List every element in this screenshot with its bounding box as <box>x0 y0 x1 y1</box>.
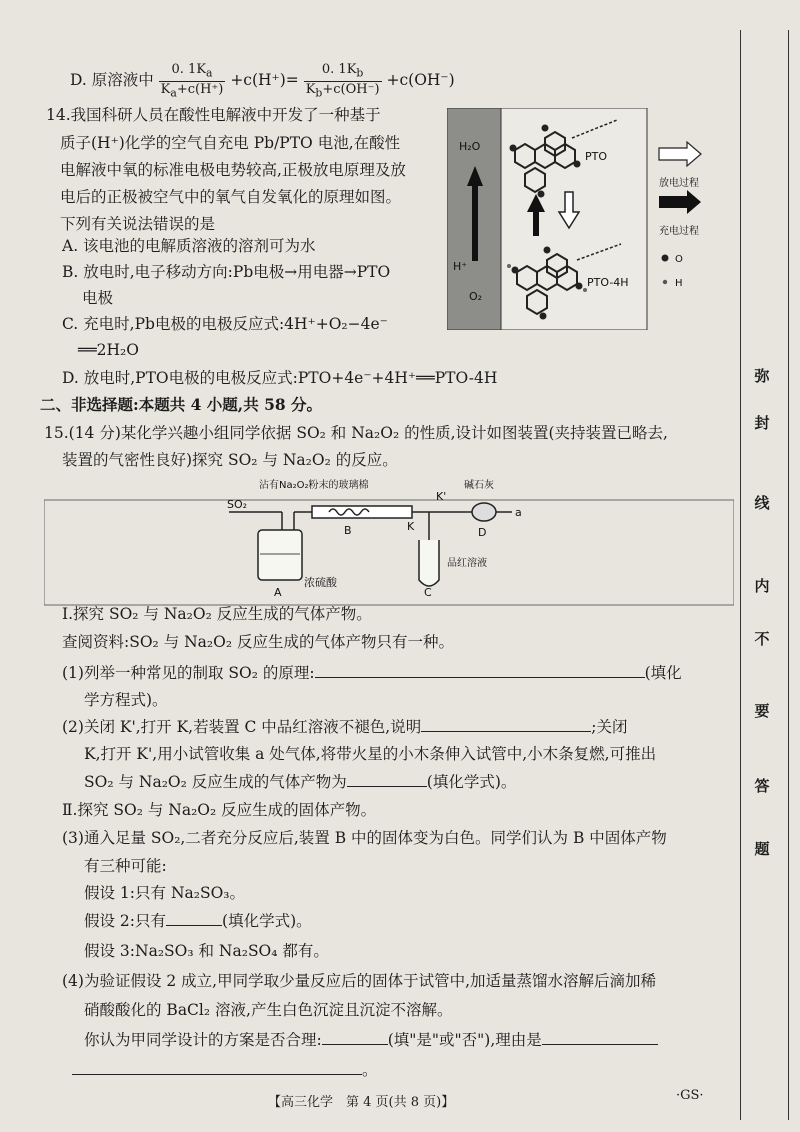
q14-option-c-cont: ══2H₂O <box>78 341 139 359</box>
section-2-heading: 二、非选择题:本题共 4 小题,共 58 分。 <box>40 395 323 414</box>
legend-h-dot-icon <box>663 280 667 284</box>
tube-b <box>312 506 412 518</box>
legend-discharge: 放电过程 <box>659 178 699 189</box>
legend-charge: 充电过程 <box>659 226 699 237</box>
answer-blank-3[interactable] <box>347 772 427 787</box>
label-d: D <box>478 526 487 539</box>
label-o2: O₂ <box>469 290 483 303</box>
q14-option-b: B. 放电时,电子移动方向:Pb电极→用电器→PTO <box>62 263 391 281</box>
q15-s2-cont: K,打开 K',用小试管收集 a 处气体,将带火星的小木条伸入试管中,小木条复燃,可推出 <box>84 745 657 763</box>
sidebar-char-1: 弥 <box>754 367 770 385</box>
label-pinrong: 品红溶液 <box>447 558 487 569</box>
test-tube-c <box>419 540 439 586</box>
q14-stem-3: 电解液中氧的标准电极电势较高,正极放电原理及放 <box>60 161 406 179</box>
q14-option-c: C. 充电时,Pb电极的电极反应式:4H⁺+O₂−4e⁻ <box>62 315 388 333</box>
legend-charge-arrow-icon <box>659 190 701 214</box>
label-k-prime: K' <box>436 490 447 503</box>
label-c: C <box>424 586 432 599</box>
label-h2o: H₂O <box>459 140 481 153</box>
q15-part1: Ⅰ.探究 SO₂ 与 Na₂O₂ 反应生成的气体产物。 <box>62 605 372 623</box>
q15-s3-cont: 有三种可能: <box>84 857 167 875</box>
sidebar-char-3: 线 <box>754 494 770 512</box>
answer-blank-7[interactable] <box>72 1060 362 1075</box>
apparatus-svg <box>44 478 734 608</box>
q15-info: 查阅资料:SO₂ 与 Na₂O₂ 反应生成的气体产物只有一种。 <box>62 633 454 651</box>
battery-mechanism-figure <box>447 108 737 330</box>
footer-page-number: 【高三化学 第 4 页(共 8 页)】 <box>268 1095 455 1110</box>
mechanism-svg <box>447 108 737 330</box>
label-b: B <box>344 524 352 537</box>
q15-s1: (1)列举一种常见的制取 SO₂ 的原理: (填化 <box>62 664 682 682</box>
q15-s4-cont2: 你认为甲同学设计的方案是否合理: (填"是"或"否"),理由是 <box>84 1030 658 1050</box>
q15-hyp1: 假设 1:只有 Na₂SO₃。 <box>84 884 245 902</box>
answer-blank-4[interactable] <box>166 911 222 926</box>
sidebar-char-7: 答 <box>754 777 770 795</box>
answer-blank-2[interactable] <box>421 717 591 732</box>
charge-arrow-shaft <box>533 210 539 236</box>
seal-line-right <box>788 30 789 1120</box>
q15-hyp2: 假设 2:只有 (填化学式)。 <box>84 912 312 930</box>
q15-s2-cont2: SO₂ 与 Na₂O₂ 反应生成的气体产物为 (填化学式)。 <box>84 773 517 791</box>
legend-discharge-arrow-icon <box>659 142 701 166</box>
fraction-ka: $\frac{0. 1K_a}{K_a+c(H^+)}$ <box>160 62 224 100</box>
seal-line-sidebar <box>738 0 800 1132</box>
q14-stem-2: 质子(H⁺)化学的空气自充电 Pb/PTO 电池,在酸性 <box>60 134 401 152</box>
label-pto-4h: PTO-4H <box>587 276 629 289</box>
q15-s1-cont: 学方程式)。 <box>84 691 168 709</box>
footer-code: ·GS· <box>676 1088 704 1103</box>
sidebar-char-6: 要 <box>754 702 770 720</box>
sidebar-char-2: 封 <box>754 414 770 432</box>
fraction-kb: $\frac{0. 1K_b}{K_b+c(OH^-)}$ <box>305 62 380 100</box>
answer-blank-6[interactable] <box>542 1030 658 1045</box>
label-so2-inlet: SO₂ <box>227 498 248 511</box>
q15-s3: (3)通入足量 SO₂,二者充分反应后,装置 B 中的固体变为白色。同学们认为 B 中固体产物 <box>62 829 667 847</box>
label-h: H⁺ <box>453 260 468 273</box>
wash-bottle-a <box>258 530 302 580</box>
q14-stem-4: 电后的正极被空气中的氧气自发氧化的原理如图。 <box>60 188 402 206</box>
legend-h: H <box>675 278 683 289</box>
sidebar-char-5: 不 <box>754 630 770 648</box>
q14-stem-1: 14.我国科研人员在酸性电解液中开发了一种基于 <box>46 106 381 124</box>
label-outlet-a: a <box>515 506 522 519</box>
q14-option-d: D. 放电时,PTO电极的电极反应式:PTO+4e⁻+4H⁺══PTO-4H <box>62 369 498 387</box>
q15-stem-1: 15.(14 分)某化学兴趣小组同学依据 SO₂ 和 Na₂O₂ 的性质,设计如图装置(夹持装置已略去, <box>44 424 668 442</box>
q14-option-a: A. 该电池的电解质溶液的溶剂可为水 <box>62 237 316 255</box>
q15-stem-2: 装置的气密性良好)探究 SO₂ 与 Na₂O₂ 的反应。 <box>62 451 398 469</box>
answer-blank-5[interactable] <box>322 1030 388 1045</box>
q15-s2: (2)关闭 K',打开 K,若装置 C 中品红溶液不褪色,说明 ;关闭 <box>62 718 628 736</box>
legend-o-dot-icon <box>662 255 669 262</box>
answer-blank-1[interactable] <box>315 663 645 678</box>
seal-line-left <box>740 30 741 1120</box>
q15-hyp3: 假设 3:Na₂SO₃ 和 Na₂SO₄ 都有。 <box>84 942 329 960</box>
q14-option-b-cont: 电极 <box>82 289 114 307</box>
q15-s4: (4)为验证假设 2 成立,甲同学取少量反应后的固体于试管中,加适量蒸馏水溶解后滴加稀 <box>62 972 657 990</box>
label-a: A <box>274 586 282 599</box>
sidebar-char-4: 内 <box>754 577 770 595</box>
drying-tube-d <box>472 503 496 521</box>
up-arrow-shaft <box>472 183 478 261</box>
q15-part2: Ⅱ.探究 SO₂ 与 Na₂O₂ 反应生成的固体产物。 <box>62 801 377 819</box>
q15-s4-cont: 硝酸酸化的 BaCl₂ 溶液,产生白色沉淀且沉淀不溶解。 <box>84 1001 453 1019</box>
sidebar-char-8: 题 <box>754 840 770 858</box>
q14-stem-5: 下列有关说法错误的是 <box>60 215 216 233</box>
label-pto: PTO <box>585 150 608 163</box>
q13-option-d: D. 原溶液中 $\frac{0. 1K_a}{K_a+c(H^+)}$ +c(H⁺)= $\frac{0. 1K_b}{K_b+c(OH^-)}$ +c(OH⁻) <box>70 62 455 100</box>
apparatus-figure <box>44 478 734 608</box>
legend-o: O <box>675 254 683 265</box>
label-h2so4: 浓硫酸 <box>304 576 337 589</box>
label-soda-lime: 碱石灰 <box>464 480 494 491</box>
label-k: K <box>407 520 415 533</box>
q15-s4-cont3: 。 <box>72 1060 378 1080</box>
label-glass-wool: 沾有Na₂O₂粉末的玻璃棉 <box>259 480 369 491</box>
